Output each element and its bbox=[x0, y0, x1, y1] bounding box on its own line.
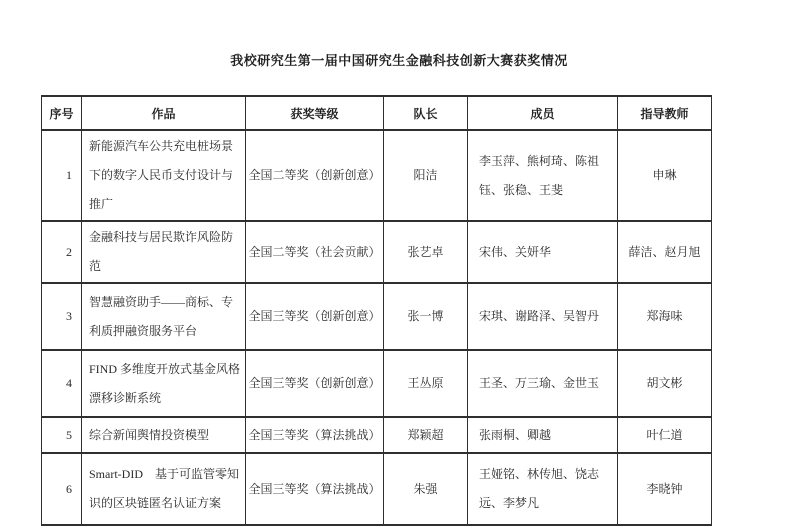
cell-members: 李玉萍、熊柯琦、陈祖钰、张稳、王斐 bbox=[468, 130, 618, 221]
cell-number: 2 bbox=[42, 221, 82, 283]
cell-award: 全国二等奖（社会贡献） bbox=[246, 221, 384, 283]
cell-advisor: 郑海味 bbox=[618, 283, 712, 350]
table-row bbox=[42, 283, 712, 350]
cell-number: 1 bbox=[42, 130, 82, 221]
cell-captain: 张艺卓 bbox=[384, 221, 468, 283]
cell-members: 张雨桐、卿越 bbox=[468, 417, 618, 453]
cell-award: 全国三等奖（算法挑战） bbox=[246, 453, 384, 525]
awards-table bbox=[41, 95, 712, 526]
cell-advisor: 申琳 bbox=[618, 130, 712, 221]
cell-work: 综合新闻舆情投资模型 bbox=[82, 417, 246, 453]
cell-members: 宋琪、谢路泽、吴智丹 bbox=[468, 283, 618, 350]
cell-work: 金融科技与居民欺诈风险防范 bbox=[82, 221, 246, 283]
cell-award: 全国三等奖（创新创意） bbox=[246, 283, 384, 350]
cell-number: 5 bbox=[42, 417, 82, 453]
cell-number: 4 bbox=[42, 350, 82, 417]
header-col-captain: 队长 bbox=[384, 96, 468, 130]
table-row bbox=[42, 350, 712, 417]
cell-captain: 郑颖超 bbox=[384, 417, 468, 453]
cell-members: 宋伟、关妍华 bbox=[468, 221, 618, 283]
header-col-members: 成员 bbox=[468, 96, 618, 130]
cell-award: 全国二等奖（创新创意） bbox=[246, 130, 384, 221]
table-row bbox=[42, 130, 712, 221]
cell-advisor: 李晓钟 bbox=[618, 453, 712, 525]
cell-captain: 朱强 bbox=[384, 453, 468, 525]
table-row bbox=[42, 453, 712, 525]
header-col-award: 获奖等级 bbox=[246, 96, 384, 130]
cell-award: 全国三等奖（创新创意） bbox=[246, 350, 384, 417]
header-col-advisor: 指导教师 bbox=[618, 96, 712, 130]
cell-advisor: 胡文彬 bbox=[618, 350, 712, 417]
document-title: 我校研究生第一届中国研究生金融科技创新大赛获奖情况 bbox=[230, 53, 568, 68]
cell-members: 王圣、万三瑜、金世玉 bbox=[468, 350, 618, 417]
cell-captain: 阳洁 bbox=[384, 130, 468, 221]
header-col-number: 序号 bbox=[42, 96, 82, 130]
cell-number: 3 bbox=[42, 283, 82, 350]
cell-number: 6 bbox=[42, 453, 82, 525]
cell-members: 王娅铭、林传旭、饶志远、李梦凡 bbox=[468, 453, 618, 525]
cell-captain: 王丛原 bbox=[384, 350, 468, 417]
cell-award: 全国三等奖（算法挑战） bbox=[246, 417, 384, 453]
cell-work: 新能源汽车公共充电桩场景下的数字人民币支付设计与推广 bbox=[82, 130, 246, 221]
table-row bbox=[42, 417, 712, 453]
header-col-work: 作品 bbox=[82, 96, 246, 130]
cell-work: Smart-DID 基于可监管零知识的区块链匿名认证方案 bbox=[82, 453, 246, 525]
cell-work: 智慧融资助手——商标、专利质押融资服务平台 bbox=[82, 283, 246, 350]
cell-work: FIND 多维度开放式基金风格漂移诊断系统 bbox=[82, 350, 246, 417]
cell-advisor: 叶仁道 bbox=[618, 417, 712, 453]
table-header-row bbox=[42, 96, 712, 130]
cell-advisor: 薛洁、赵月旭 bbox=[618, 221, 712, 283]
table-row bbox=[42, 221, 712, 283]
cell-captain: 张一博 bbox=[384, 283, 468, 350]
